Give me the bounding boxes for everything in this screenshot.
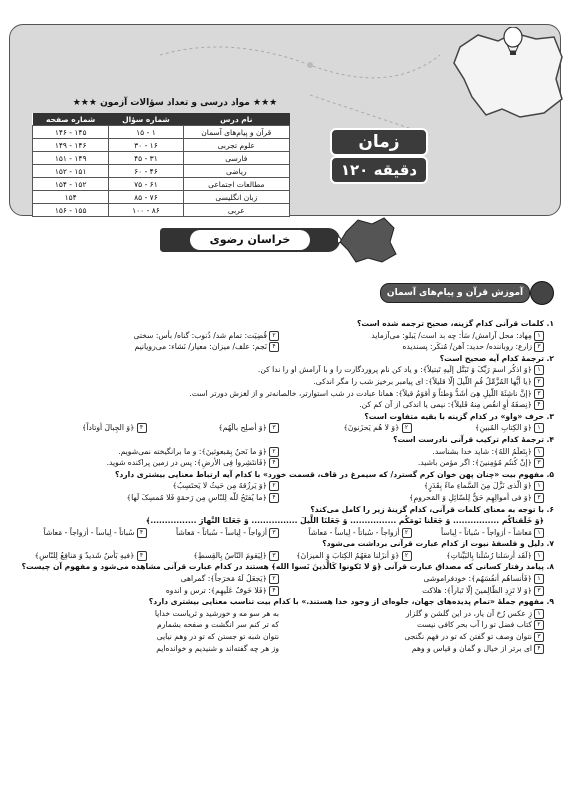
- province-name: خراسان رضوی: [190, 230, 310, 250]
- option-marker-icon: ۴: [137, 551, 147, 561]
- option-text: کتاب فضل تو را آب بحر کافی نیست: [416, 620, 532, 630]
- option[interactable]: [14, 388, 544, 400]
- option-marker-icon: ۲: [269, 331, 279, 341]
- option-marker-icon: ۲: [402, 551, 412, 561]
- option[interactable]: [147, 422, 280, 434]
- option-marker-icon: ۱: [534, 365, 544, 375]
- option-marker-icon: ۱: [534, 447, 544, 457]
- option-marker-icon: ۴: [137, 528, 147, 538]
- question-stem: مفهوم جملهٔ «تمام پدیده‌های جهان، جلوه‌ای از وجود خدا هستند.» با کدام بیت تناسب معنایی بیشتری دارد؟: [148, 597, 544, 607]
- time-value: ۱۲۰ دقیقه: [330, 156, 428, 184]
- question-stem: مفهوم بیت «چنان پهن خوان کرم گسترد/ که سیمرغ در قاف، قسمت خورد» با کدام آیه ارتباط معنایی بیشتری دارد؟: [114, 469, 544, 479]
- option[interactable]: [14, 341, 279, 353]
- table-cell: ۱۴۶ - ۱۴۹: [33, 139, 109, 152]
- option-marker-icon: ۴: [534, 400, 544, 410]
- table-cell: ۴۶ - ۶۰: [109, 165, 183, 178]
- option-text: ﴿وَ یَرزُقهُ مِن حَیثُ لا یَحتَسِبُ﴾: [172, 481, 267, 491]
- table-cell: ۱ - ۱۵: [109, 126, 183, 139]
- table-cell: عربی: [183, 204, 289, 217]
- option[interactable]: [14, 364, 544, 376]
- option: [14, 608, 279, 620]
- table-row: [33, 139, 290, 152]
- option-marker-icon: ۲: [269, 574, 279, 584]
- question-number: ۱.: [546, 319, 554, 328]
- question-stem: ترجمهٔ کدام آیه صحیح است؟: [439, 353, 544, 363]
- questions-list: [14, 318, 554, 654]
- question-number: ۴.: [546, 434, 554, 444]
- option-text: ﴿إنْ کُنتُم مُؤمِنینَ﴾: اگر مؤمن باشید.: [417, 458, 532, 468]
- option[interactable]: [14, 492, 279, 504]
- option[interactable]: [14, 330, 279, 342]
- option-text: ﴿ما یُفتَحُ للّه لِلنّاسِ مِن رَحمَةٍ فَلا مُمسِکَ لَها﴾: [126, 492, 267, 502]
- question: [14, 434, 554, 469]
- question-number: ۸.: [546, 562, 554, 572]
- option-text: سُباتاً - لِباساً - أزواجاً - مَعاشاً: [43, 527, 135, 537]
- table-cell: فارسی: [183, 152, 289, 165]
- option[interactable]: [14, 422, 147, 434]
- option-marker-icon: ۴: [137, 423, 147, 433]
- option-text: نَجم: علف/ میزان: معیار/ نَشاء: می‌رویانیم: [134, 342, 267, 352]
- option-marker-icon: ۱: [534, 528, 544, 538]
- fill-in-line: ﴿وَ خَلَقناکُم ................ وَ جَعَلنا نَومَکُم ................ وَ جَعَلنَا اللَّیلَ ................ وَ جَعَلنَا النَّهارَ ................﴾: [145, 516, 544, 526]
- option[interactable]: [279, 573, 544, 585]
- option[interactable]: [279, 422, 412, 434]
- option-marker-icon: ۲: [402, 528, 412, 538]
- option-text: ﴿وَ الکِتابِ المُبینِ﴾: [475, 423, 532, 433]
- table-cell: ۱۵۵ - ۱۵۶: [33, 204, 109, 217]
- option-text: أزواجاً - سُباتاً - لِباساً - مَعاشاً: [308, 527, 400, 537]
- option-text: ﴿فَلا خَوفٌ عَلَیهِم﴾: ترس و اندوه: [165, 585, 267, 595]
- question: [14, 538, 554, 561]
- option-marker-icon: ۳: [534, 342, 544, 352]
- question-number: ۵.: [546, 469, 554, 479]
- table-cell: ۱۴۹ - ۱۵۱: [33, 152, 109, 165]
- option-text: ﴿فَانتَشِروا فِی الأرضِ﴾: پس در زمین پراکنده شوید.: [106, 458, 267, 468]
- option-text: ﴿فَأنساهُم أنفُسَهُم﴾: خودفراموشی: [423, 574, 532, 584]
- table-row: [33, 126, 290, 139]
- option-text: ای برتر از خیال و گمان و قیاس و وهم: [411, 643, 532, 653]
- star-decoration: ★★★: [253, 98, 278, 108]
- option-marker-icon: ۳: [534, 389, 544, 399]
- option-text: ﴿وَ لا هُم یَحزَنونَ﴾: [343, 423, 400, 433]
- option-text: ﴿وَ أنزَلنا مَعَهُمُ الکِتابَ وَ المیزانَ﴾: [296, 550, 400, 560]
- option-text: که تر کنم سر انگشت و صفحه بشمارم: [157, 620, 279, 630]
- option-text: ﴿لِیَقومَ النّاسُ بِالقِسطِ﴾: [193, 550, 267, 560]
- option-text: ﴿وَ الجِبالَ أَوتاداً﴾: [81, 423, 135, 433]
- option-marker-icon: ۲: [269, 481, 279, 491]
- table-cell: ۱۵۴: [33, 191, 109, 204]
- option-text: ﴿وَ الَّذی نَزَّلَ مِنَ السَّماءِ ماءً بِقَدَرٍ﴾: [423, 481, 532, 491]
- option-marker-icon: ۲: [534, 377, 544, 387]
- option-text: مَعاشاً - أزواجاً - سُباتاً - لِباساً: [441, 527, 532, 537]
- option[interactable]: [14, 376, 544, 388]
- table-row: [33, 152, 290, 165]
- option[interactable]: [412, 527, 545, 539]
- table-row: [33, 165, 290, 178]
- option-marker-icon: ۳: [534, 586, 544, 596]
- section-title: آموزش قرآن و پیام‌های آسمان: [380, 283, 530, 303]
- question-stem: ترجمهٔ کدام ترکیب قرآنی نادرست است؟: [393, 434, 544, 444]
- option-marker-icon: ۳: [269, 528, 279, 538]
- option-text: زارع: روباننده/ حدید: آهن/ مُنکَر: پسندیده: [402, 342, 532, 352]
- option-marker-icon: ۴: [269, 458, 279, 468]
- option-marker-icon: ۳: [534, 493, 544, 503]
- option: [14, 643, 279, 655]
- question-number: ۳.: [546, 411, 554, 421]
- option-text: ﴿وَ اذکُر اسمَ رَبِّکَ وَ تَبَتَّل إلَیهِ تَبتیلاً﴾: و یاد کن نام پروردگارت را و با آرامش او را ندا کن.: [257, 365, 532, 375]
- province-map-icon: [338, 214, 400, 266]
- table-cell: ۷۶ - ۸۵: [109, 191, 183, 204]
- question: [14, 353, 554, 411]
- option-text: ﴿نِصفَهُ أوِ انقُص مِنهُ قَلیلاً﴾: نیمی یا اندکی از آن کم کن.: [359, 400, 532, 410]
- subjects-table: [32, 113, 290, 217]
- option-text: ﴿بِتَعلَمُ اللهُ﴾: شاید خدا بشناسد.: [432, 446, 532, 456]
- question-stem: پیامد رفتار کسانی که مصداق عبارت قرآنی ﴿وَ لا تَکونوا کَالَّذینَ نَسوا الله﴾ هستند در کدام عبارت قرآنی مشاهده می‌شود و مفهوم آن چیست؟: [21, 562, 544, 572]
- option[interactable]: [14, 399, 544, 411]
- question: [14, 561, 554, 596]
- option[interactable]: [14, 573, 279, 585]
- option-marker-icon: ۱: [534, 609, 544, 619]
- option-marker-icon: ۱: [534, 574, 544, 584]
- option-marker-icon: ۱: [534, 481, 544, 491]
- option-marker-icon: ۳: [534, 632, 544, 642]
- option[interactable]: [279, 341, 544, 353]
- option-text: ﴿وَ فی أَموالِهِم حَقٌّ لِلسّائِلِ وَ المَحرومِ﴾: [409, 492, 532, 502]
- option-text: زِ عکس رُخ آن یار، در این گلشن و گلزار: [405, 608, 532, 618]
- table-row: [33, 178, 290, 191]
- option[interactable]: [279, 330, 544, 342]
- option-marker-icon: ۱: [534, 423, 544, 433]
- option[interactable]: [412, 422, 545, 434]
- question-number: ۲.: [546, 353, 554, 363]
- option-text: ﴿إنَّ ناشِئَةَ اللَّیلِ هِیَ أَشَدُّ وَطئاً وَ أَقوَمُ قیلاً﴾: همانا عبادت در شب استوارتر، خالصانه‌تر و از لغزش دورتر است.: [189, 388, 532, 398]
- option-text: مِهاد: محل آرامش/ سَأ: چه بد است/ یَبلو: می‌آزماید: [371, 330, 532, 340]
- star-decoration: ★★★: [72, 98, 97, 108]
- option[interactable]: [14, 527, 147, 539]
- option-text: ﴿وَ لا تَزِدِ الظّالِمینَ إلّا تَباراً﴾: هلاکت: [422, 585, 532, 595]
- option[interactable]: [279, 527, 412, 539]
- option-text: نتوان وصف تو گفتن که تو در فهم نگنجی: [404, 632, 532, 642]
- option-text: ﴿لَقَد أرسَلنا رُسُلَنا بِالبَیِّناتِ﴾: [446, 550, 532, 560]
- table-cell: قرآن و پیام‌های آسمان: [183, 126, 289, 139]
- table-cell: ۱۶ - ۳۰: [109, 139, 183, 152]
- option[interactable]: [279, 480, 544, 492]
- option-marker-icon: ۳: [534, 458, 544, 468]
- option-marker-icon: ۲: [402, 423, 412, 433]
- option[interactable]: [279, 550, 412, 562]
- question-stem: دلیل و فلسفهٔ نبوت از کدام عبارت قرآنی برداشت می‌شود؟: [322, 539, 544, 549]
- option-text: ﴿یَجعَلُ لَهُ مَخرَجاً﴾: گمراهی: [180, 574, 267, 584]
- table-cell: ۶۱ - ۷۵: [109, 178, 183, 191]
- time-label: زمان: [330, 128, 428, 156]
- table-cell: ۱۵۲ - ۱۵۴: [33, 178, 109, 191]
- table-cell: زبان انگلیسی: [183, 191, 289, 204]
- option-text: نتوان شبه تو جستن که تو در وهم نیایی: [156, 632, 279, 642]
- option-marker-icon: ۴: [534, 644, 544, 654]
- option-marker-icon: ۱: [534, 551, 544, 561]
- question-stem: با توجه به معنای کلمات قرآنی، کدام گزینهٔ زیر را کامل می‌کند؟: [310, 504, 544, 514]
- option-marker-icon: ۴: [269, 342, 279, 352]
- option-marker-icon: ۴: [269, 586, 279, 596]
- option-text: أزواجاً - لِباساً - سُباتاً - مَعاشاً: [176, 527, 267, 537]
- question-stem: حرف «واو» در کدام گزینه با بقیه متفاوت است؟: [364, 411, 544, 421]
- column-header: شماره صفحه: [33, 113, 109, 126]
- option[interactable]: [279, 631, 544, 643]
- question: [14, 318, 554, 353]
- option[interactable]: [14, 550, 147, 562]
- option[interactable]: [412, 550, 545, 562]
- table-row: [33, 191, 290, 204]
- option: [14, 619, 279, 631]
- option-marker-icon: ۲: [534, 620, 544, 630]
- option[interactable]: [279, 643, 544, 655]
- option[interactable]: [279, 619, 544, 631]
- table-cell: ریاضی: [183, 165, 289, 178]
- table-cell: علوم تجربی: [183, 139, 289, 152]
- section-marker-icon: [530, 281, 554, 305]
- table-cell: ۸۶ - ۱۰۰: [109, 204, 183, 217]
- table-cell: ۱۴۵ - ۱۴۶: [33, 126, 109, 139]
- option[interactable]: [279, 457, 544, 469]
- option[interactable]: [147, 527, 280, 539]
- question-number: ۶.: [546, 504, 554, 514]
- option[interactable]: [279, 585, 544, 597]
- option[interactable]: [279, 446, 544, 458]
- option-text: ﴿یا أَیُّها المُزَّمِّلُ قُمِ اللَّیلَ إلّا قلیلاً﴾: ای پیامبر برخیز شب را مگر اندکی.: [313, 376, 532, 386]
- question-number: ۹.: [546, 597, 554, 607]
- option[interactable]: [14, 585, 279, 597]
- table-cell: ۳۱ - ۴۵: [109, 152, 183, 165]
- table-title: [50, 98, 300, 108]
- option: [14, 631, 279, 643]
- table-cell: ۱۵۱ - ۱۵۲: [33, 165, 109, 178]
- question: [14, 469, 554, 504]
- question: [14, 411, 554, 434]
- option-marker-icon: ۴: [269, 493, 279, 503]
- hot-air-balloon-icon: [502, 27, 524, 57]
- option[interactable]: [14, 446, 279, 458]
- option-text: وز هر چه گفته‌اند و شنیدیم و خوانده‌ایم: [156, 643, 279, 653]
- option[interactable]: [279, 608, 544, 620]
- question-number: ۷.: [546, 539, 554, 549]
- option[interactable]: [147, 550, 280, 562]
- option-text: ﴿وَ أَصلِح بالَهُم﴾: [218, 423, 267, 433]
- option-text: ﴿فیهِ بَأسٌ شَدیدٌ وَ مَنافِعُ لِلنّاسِ﴾: [34, 550, 135, 560]
- exam-header-panel: [9, 24, 561, 216]
- option[interactable]: [279, 492, 544, 504]
- option-text: ﴿وَ ما نَحنُ بِمَبعوثینَ﴾: و ما برانگیخته نمی‌شویم.: [118, 446, 267, 456]
- option-marker-icon: ۲: [269, 447, 279, 457]
- option-text: قُضِیَت: تمام شد/ ذُنوب: گناه/ بأس: سختی: [133, 330, 267, 340]
- province-banner: [160, 214, 420, 266]
- table-cell: مطالعات اجتماعی: [183, 178, 289, 191]
- option[interactable]: [14, 457, 279, 469]
- option-marker-icon: ۳: [269, 423, 279, 433]
- column-header: نام درس: [183, 113, 289, 126]
- question-stem: کلمات قرآنی کدام گزینه، صحیح ترجمه شده است؟: [357, 319, 544, 328]
- option-marker-icon: ۳: [269, 551, 279, 561]
- option-text: به هر سو مه و خورشید و ثریاست خدایا: [154, 608, 279, 618]
- question: [14, 504, 554, 539]
- table-title-text: مواد درسی و تعداد سؤالات آزمون: [100, 98, 250, 108]
- table-header-row: [33, 113, 290, 126]
- option[interactable]: [14, 480, 279, 492]
- column-header: شماره سؤال: [109, 113, 183, 126]
- option-marker-icon: ۱: [534, 331, 544, 341]
- question: [14, 596, 554, 654]
